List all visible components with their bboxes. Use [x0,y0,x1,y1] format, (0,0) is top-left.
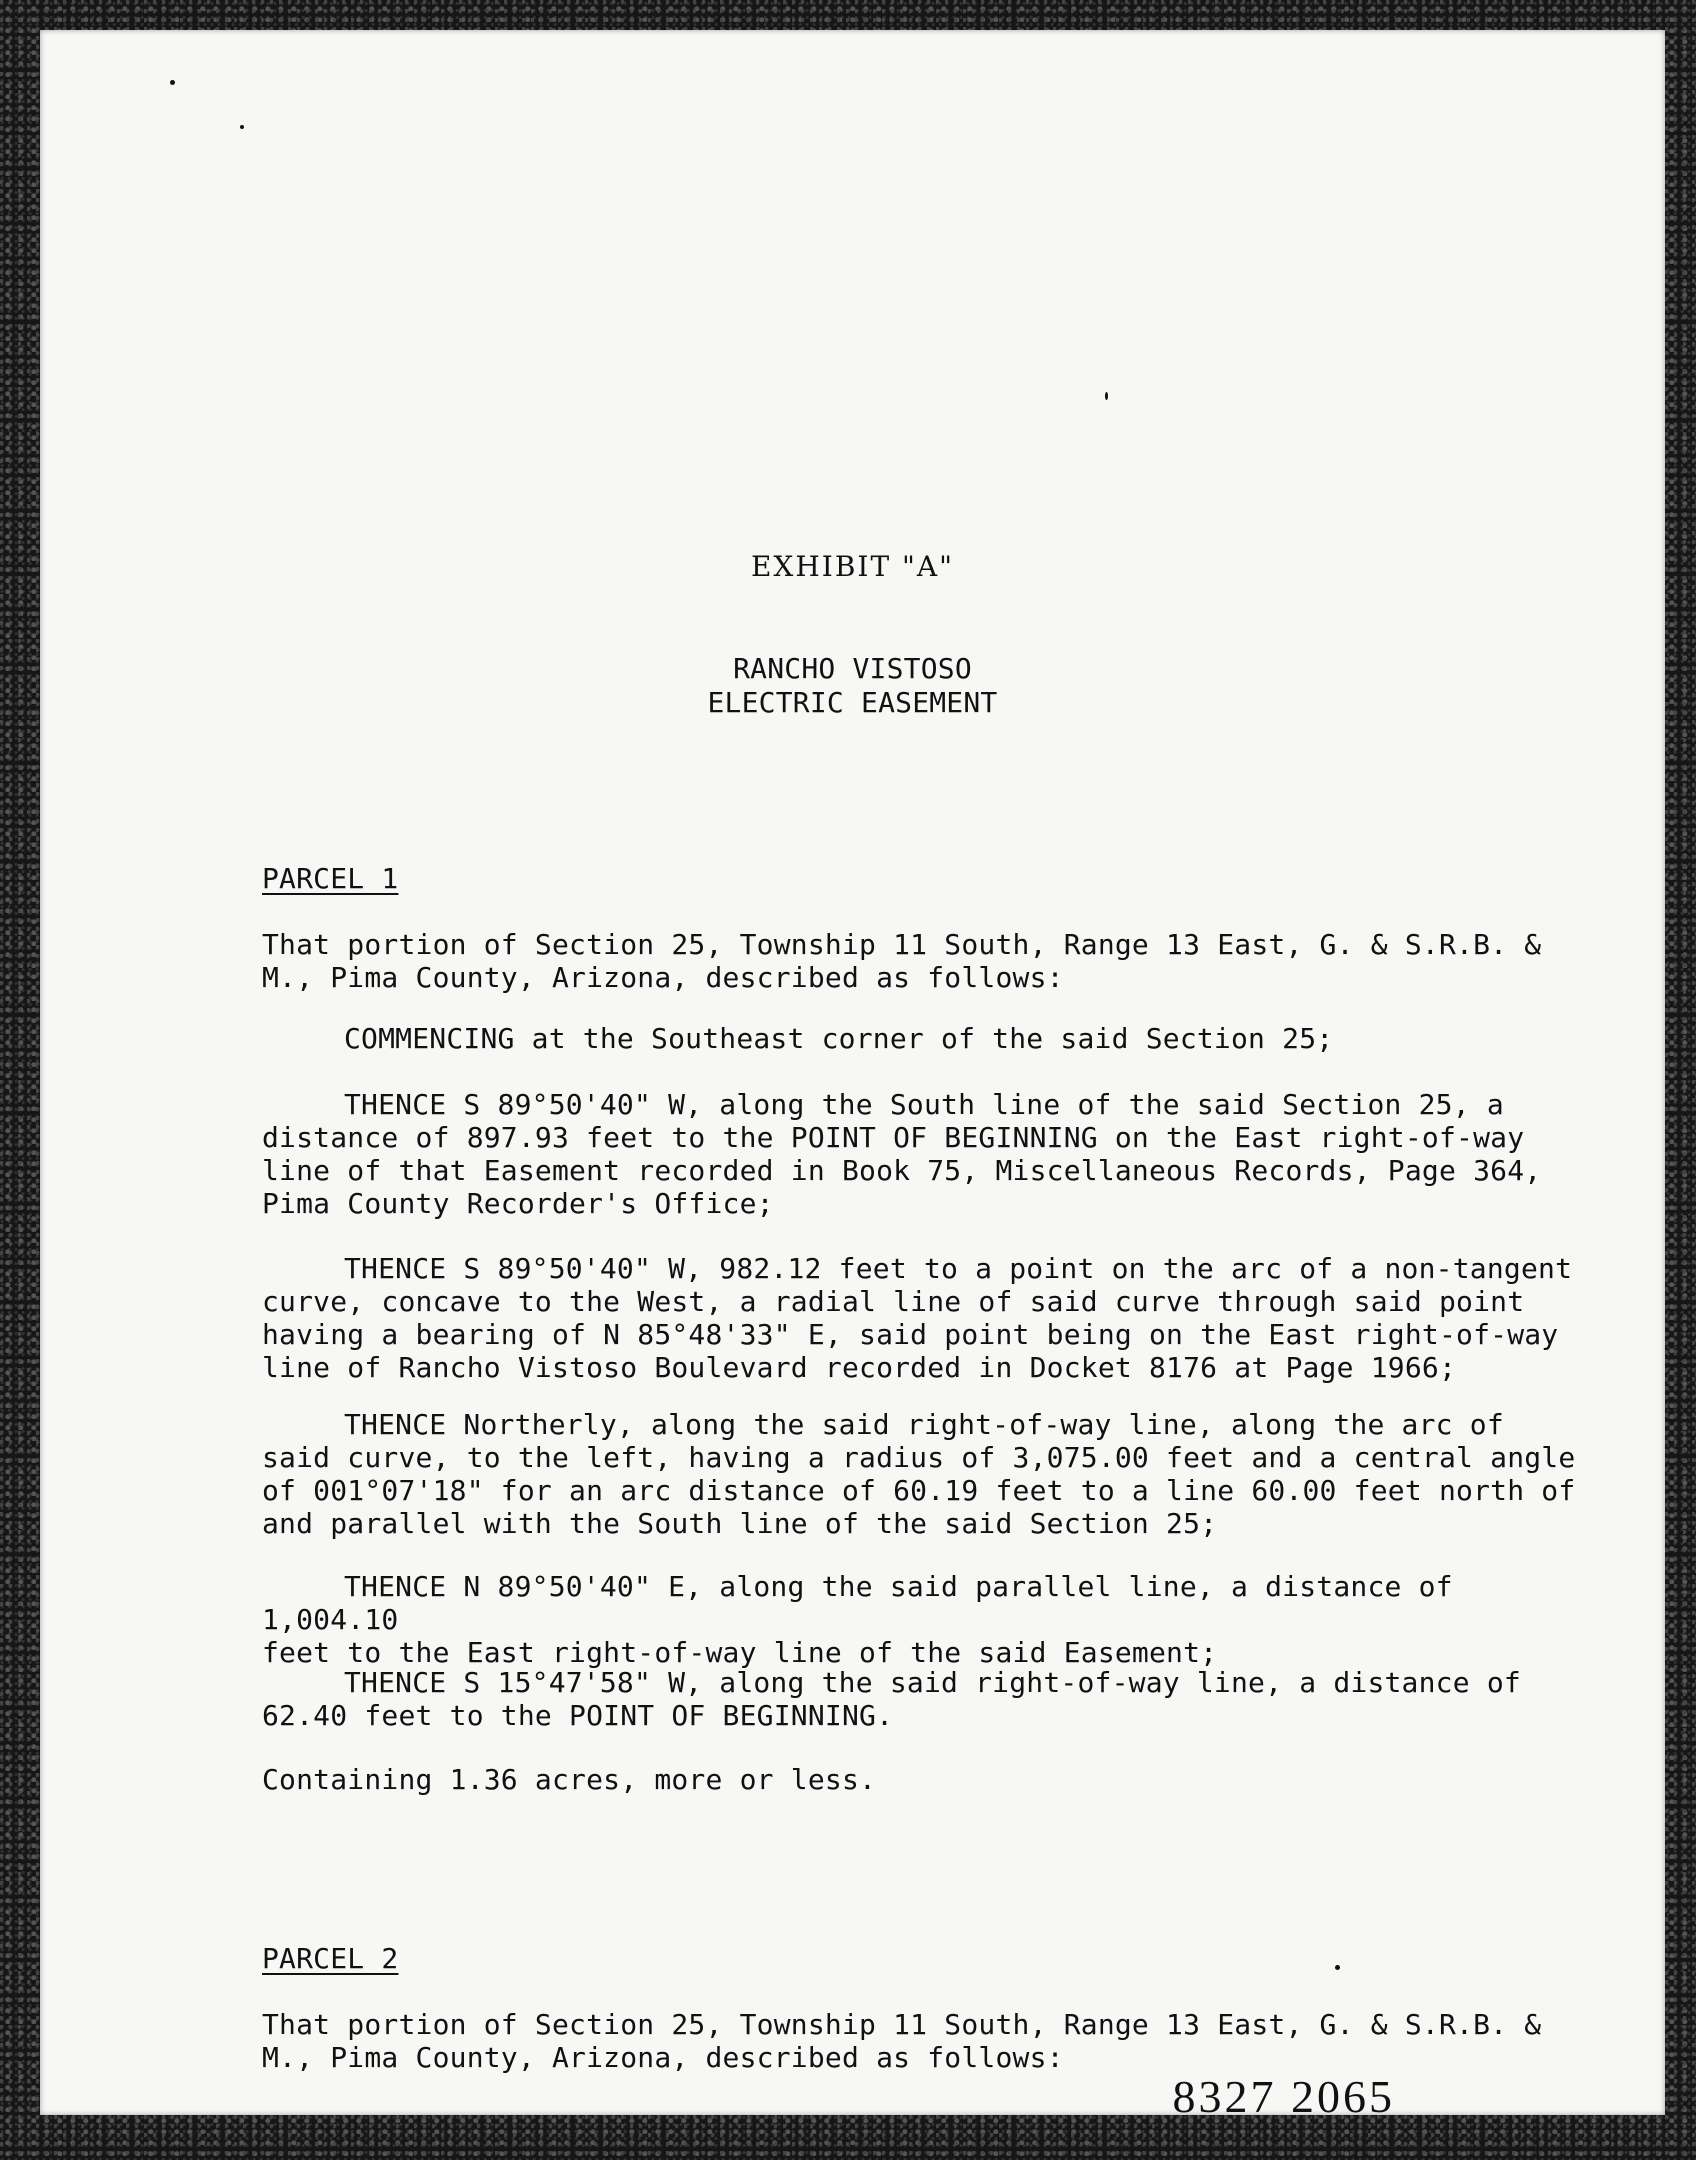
parcel-1-containing: Containing 1.36 acres, more or less. [262,1763,877,1796]
document-page [40,30,1665,2122]
title-line-1: RANCHO VISTOSO [733,652,972,685]
parcel-1-thence-1: THENCE S 89°50'40" W, along the South line of the said Section 25, a distance of 897.93 feet to the POINT OF BEGINNING on the East right-of-way line of that Easement recorded in Book 75, Miscellaneous Records, Page 364, Pima County Recorder's Office; [262,1088,1542,1220]
parcel-2-heading: PARCEL 2 [262,1942,399,1975]
speck [240,125,244,129]
parcel-1-intro: That portion of Section 25, Township 11 South, Range 13 East, G. & S.R.B. & M., Pima County, Arizona, described as follows: [262,928,1542,994]
document-title [40,652,1665,720]
parcel-1-thence-3: THENCE Northerly, along the said right-of-way line, along the arc of said curve, to the left, having a radius of 3,075.00 feet and a central angle of 001°07'18" for an arc distance of 60.19 feet to a line 60.00 feet north of and parallel with the South line of the said Section 25; [262,1408,1576,1540]
parcel-1-thence-5: THENCE S 15°47'58" W, along the said right-of-way line, a distance of 62.40 feet to the POINT OF BEGINNING. [262,1666,1521,1732]
parcel-1-thence-4: THENCE N 89°50'40" E, along the said parallel line, a distance of 1,004.10 feet to the East right-of-way line of the said Easement; [262,1570,1453,1669]
parcel-1-heading: PARCEL 1 [262,862,399,895]
parcel-2-intro: That portion of Section 25, Township 11 South, Range 13 East, G. & S.R.B. & M., Pima County, Arizona, described as follows: [262,2008,1542,2074]
parcel-1-commencing: COMMENCING at the Southeast corner of the said Section 25; [344,1022,1334,1055]
speck [1105,392,1108,400]
exhibit-title: EXHIBIT "A" [750,550,955,583]
speck [170,80,175,85]
title-line-2: ELECTRIC EASEMENT [707,686,998,719]
recording-number: 8327 2065 [1172,2071,1395,2122]
parcel-1-thence-2: THENCE S 89°50'40" W, 982.12 feet to a point on the arc of a non-tangent curve, concave to the West, a radial line of said curve through said point having a bearing of N 85°48'33" E, said point being on the East right-of-way line of Rancho Vistoso Boulevard recorded in Docket 8176 at Page 1966; [262,1252,1573,1384]
